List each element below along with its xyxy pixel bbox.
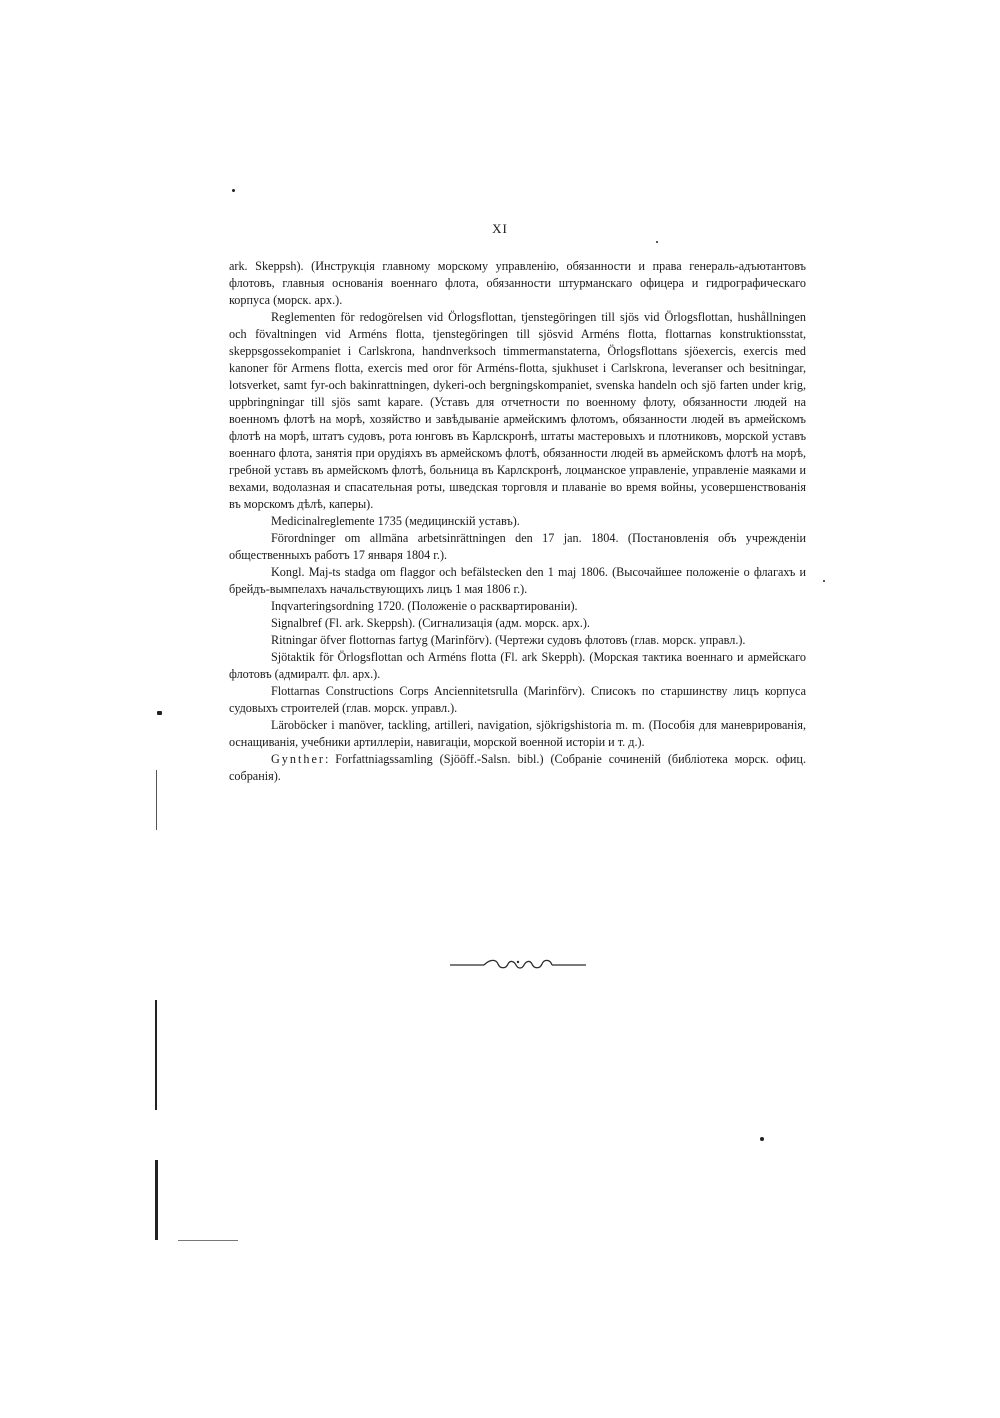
scan-margin-line	[155, 1000, 157, 1110]
paragraph: Kongl. Maj-ts stadga om flaggor och befälstecken den 1 maj 1806. (Высочайшее положеніе о флагахъ и брейдъ-вымпелахъ начальствующихъ лицъ 1 мая 1806 г.).	[229, 565, 806, 596]
paragraph: Signalbref (Fl. ark. Skeppsh). (Сигнализація (адм. морск. арх.).	[271, 616, 590, 630]
paragraph: Sjötaktik för Örlogsflottan och Arméns flotta (Fl. ark Skepph). (Морская тактика военнаго и армейскаго флотовъ (адмиралт. фл. арх.).	[229, 650, 806, 681]
paragraph: Förordninger om allmäna arbetsinrättningen den 17 jan. 1804. (Постановленія объ учрежденіи общественныхъ работъ 17 января 1804 г.).	[229, 531, 806, 562]
page-number: XI	[492, 221, 508, 236]
scan-artifact	[157, 711, 162, 715]
paragraph-last	[229, 751, 806, 785]
paragraph: Ritningar öfver flottornas fartyg (Marinförv). (Чертежи судовъ флотовъ (глав. морск. управл.).	[271, 633, 746, 647]
scan-artifact	[823, 580, 825, 582]
scan-margin-line	[156, 770, 157, 830]
scan-artifact	[232, 189, 235, 192]
paragraph: Medicinalreglemente 1735 (медицинскій уставъ).	[271, 514, 520, 528]
ornament-divider	[448, 958, 588, 972]
paragraph: Inqvarteringsordning 1720. (Положеніе о расквартированіи).	[271, 599, 578, 613]
paragraph: Reglementen för redogörelsen vid Örlogsflottan, tjenstegöringen till sjös vid Örlogsflottan, hushållningen och fövaltningen vid Arméns flotta, tjenstegöringen till sjösvid Arméns flotta, flottarnas konstruktionsstat, skeppsgossekompaniet i Carlskrona, handnverksoch timmermanstaterna, Örlogsflottans sjöexercis, exercis med kanoner för Armens flotta, exercis med oror för Arméns-flotta, sjukhuset i Carlskrona, leveranser och besitningar, lotsverket, samt fyr-och bakinrattningen, dykeri-och bergningskompaniet, svenska handeln och sjö farten under krig, uppbringningar till sjös samt kapare. (Уставъ для отчетности по военному флоту, обязанности людей на военномъ флотѣ на морѣ, хозяйство и завѣдываніе армейскимъ флотомъ, обязанности людей въ армейскомъ флотѣ на морѣ, штатъ судовъ, рота юнговъ въ Карлскронѣ, штаты мастеровыхъ и плотниковъ, морской уставъ военнаго флота, занятія при орудіяхъ въ армейскомъ флотѣ, обязанности людей въ армейскомъ флотѣ на морѣ, гребной уставъ въ армейскомъ флотѣ, больница въ Карлскронѣ, лоцманское управленіе, управленіе маяками и вехами, водолазная и спасательная роты, шведская торговля и плаваніе во время войны, усовершенствованія въ морскомъ дѣлѣ, каперы).	[229, 310, 806, 511]
paragraph: Läroböcker i manöver, tackling, artilleri, navigation, sjökrigshistoria m. m. (Пособія для маневрированія, оснащиванія, учебники артиллеріи, навигаціи, морской военной исторіи и т. д.).	[229, 718, 806, 749]
author-name: Gynther	[271, 752, 325, 766]
last-paragraph-text: : Forfattniagssamling (Sjööff.-Salsn. bibl.) (Собраніе сочиненій (библіотека морск. офиц. собранія).	[229, 752, 806, 783]
paragraph: ark. Skeppsh). (Инструкція главному морскому управленію, обязанности и права генераль-адъютантовъ флотовъ, главныя основанія военнаго флота, обязанности штурманскаго офицера и гидрографическаго корпуса (морск. арх.).	[229, 259, 806, 307]
main-text	[229, 258, 806, 785]
scan-artifact	[656, 241, 658, 243]
scan-artifact	[760, 1137, 764, 1141]
paragraph: Flottarnas Constructions Corps Anciennitetsrulla (Marinförv). Списокъ по старшинству лицъ корпуса судовыхъ строителей (глав. морск. управл.).	[229, 684, 806, 715]
scan-margin-line	[178, 1240, 238, 1241]
scan-margin-line	[155, 1160, 158, 1240]
